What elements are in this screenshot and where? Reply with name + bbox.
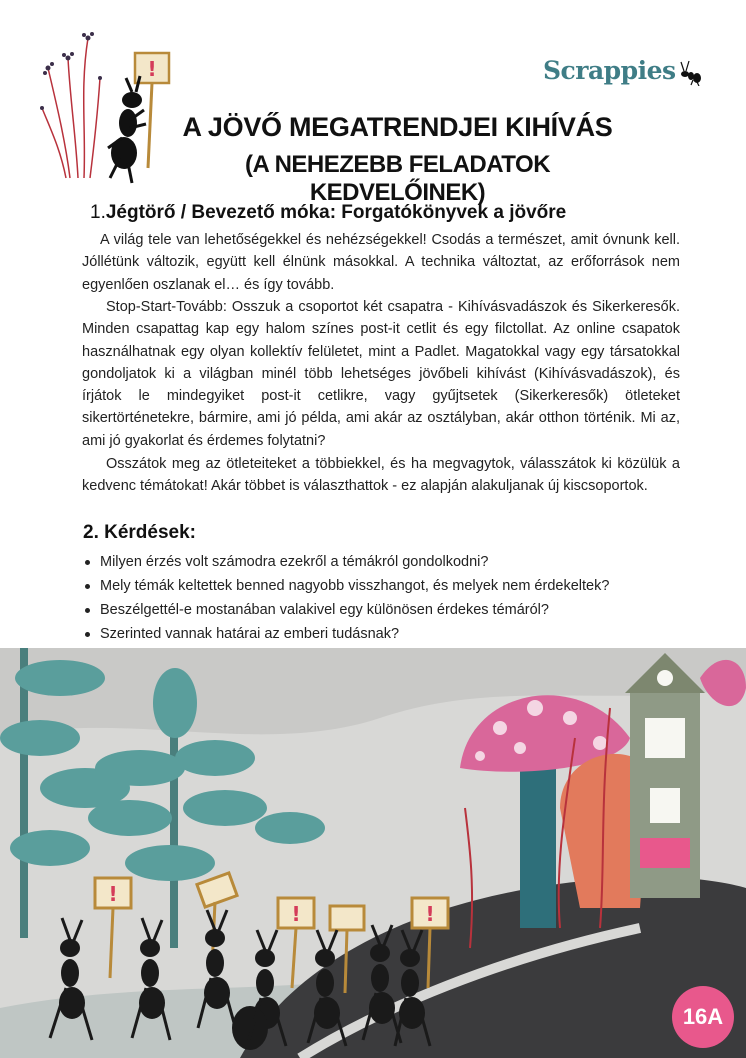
section1-paragraph-2: Stop-Start-Tovább: Osszuk a csoportot két csapatra - Kihívásvadászok és Sikerkeresők. Minden csapattag kap egy halom színes post-it cetlit és egy filctollat. Az online csapatok használhatnak egy olyan kollektív felületet, mint a Padlet. Magatokkal vagy egy társatokkal gondoljatok ki a világban minél több lehetséges jövőbeli kihívást (Kihívásvadászok), és írjátok le mindegyiket post-it cetlikre, vagy gyűjtsetek (Sikerkeresők) ötleteket sikertörténetekre, bármire, ami jó példa, ami akár az osztályban, akár otthon történik. Mi az, ami jó gyakorlat és érdemes folytatni?: [82, 299, 680, 449]
questions-list: [82, 550, 682, 646]
svg-text:!: !: [147, 57, 157, 81]
ant-with-sign-illustration: [40, 28, 180, 188]
ants-march-illustration: [0, 648, 746, 1058]
section1-title: Jégtörő / Bevezető móka: Forgatókönyvek a jövőre: [105, 202, 567, 223]
brand-logo-text: Scrappies: [543, 56, 676, 85]
page-subtitle: (A NEHEZEBB FELADATOK KEDVELŐINEK): [244, 151, 551, 206]
brand-logo: [543, 54, 703, 90]
list-item: Milyen érzés volt számodra ezekről a témákról gondolkodni?: [82, 550, 682, 574]
section2-heading: 2. Kérdések:: [83, 522, 197, 543]
page-number-badge: 16A: [672, 986, 734, 1048]
logo-ant-icon: [679, 58, 703, 86]
section1-number: 1.: [90, 202, 106, 223]
list-item: Szerinted vannak határai az emberi tudásnak?: [82, 622, 682, 646]
page-title: A JÖVŐ MEGATRENDJEI KIHÍVÁS: [182, 112, 613, 142]
list-item: Beszélgettél-e mostanában valakivel egy különösen érdekes témáról?: [82, 598, 682, 622]
section1-paragraph-1: A világ tele van lehetőségekkel és nehézségekkel! Csodás a természet, amit óvnunk kell. Jóllétünk változik, együtt kell élnünk másokkal. A technika változtat, az erőforrások nem egyenlően oszlanak el… és így tovább.: [82, 232, 680, 293]
svg-text:!: !: [425, 902, 435, 926]
svg-text:!: !: [108, 882, 118, 906]
section1-heading: [90, 202, 566, 224]
list-item: Mely témák keltettek benned nagyobb visszhangot, és melyek nem érdekeltek?: [82, 574, 682, 598]
svg-text:!: !: [291, 902, 301, 926]
section1-paragraph-3: Osszátok meg az ötleteiteket a többiekkel, és ha megvagytok, válasszátok ki közülük a kedvenc témátokat! Akár többet is választhattok - ez alapján alakuljanak új kiscsoportok.: [82, 456, 680, 495]
